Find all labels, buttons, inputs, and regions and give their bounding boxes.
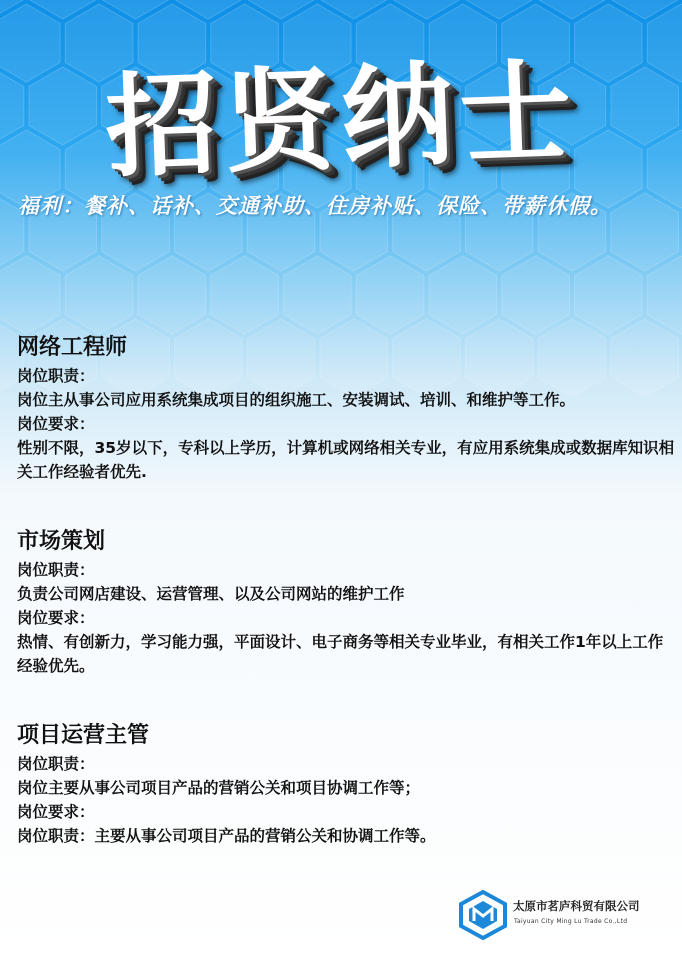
company-name-en: Taiyuan City Ming Lu Trade Co.,Ltd: [514, 918, 628, 925]
job-list: [17, 332, 677, 890]
requirement-label: 岗位要求：: [17, 609, 95, 627]
requirement-label: 岗位要求：: [17, 803, 95, 821]
job-title: 项目运营主管: [17, 723, 150, 748]
requirement-text: 岗位职责：主要从事公司项目产品的营销公关和协调工作等。: [17, 827, 436, 845]
duty-text: 岗位主从事公司应用系统集成项目的组织施工、安装调试、培训、和维护等工作。: [17, 391, 576, 409]
hexagon-tile: [284, 256, 352, 334]
page-title: 招贤纳士: [103, 45, 580, 194]
duty-text: 岗位主要从事公司项目产品的营销公关和项目协调工作等；: [17, 779, 421, 797]
duty-label: 岗位职责：: [17, 367, 95, 385]
hexagon-tile: [611, 67, 679, 145]
company-name: 太原市茗庐科贸有限公司: [513, 899, 640, 913]
welfare-line: 福利：餐补、话补、交通补助、住房补贴、保险、带薪休假。: [18, 193, 612, 218]
hexagon-tile: [138, 256, 206, 334]
hexagon-tile: [575, 4, 643, 82]
job-project-operations-manager: [17, 720, 677, 848]
duty-label: 岗位职责：: [17, 755, 95, 773]
hexagon-tile: [647, 256, 682, 334]
hexagon-tile: [211, 256, 279, 334]
requirement-label: 岗位要求：: [17, 415, 95, 433]
hexagon-tile: [502, 256, 570, 334]
hexagon-tile: [0, 256, 60, 334]
job-network-engineer: [17, 332, 677, 484]
company-logo-block: [457, 886, 677, 941]
hexagon-tile: [29, 67, 97, 145]
job-title: 市场策划: [17, 529, 106, 554]
duty-text: 负责公司网店建设、运营管理、以及公司网站的维护工作: [17, 585, 405, 603]
hexagon-tile: [575, 256, 643, 334]
hexagon-tile: [647, 4, 682, 82]
hexagon-tile: [356, 256, 424, 334]
requirement-text: 性别不限，35岁以下，专科以上学历，计算机或网络相关专业，有应用系统集成或数据库知识相关工作经验者优先.: [17, 439, 675, 481]
duty-label: 岗位职责：: [17, 561, 95, 579]
hexagon-tile: [65, 256, 133, 334]
job-title: 网络工程师: [17, 335, 128, 360]
hexagon-tile: [0, 4, 60, 82]
hexagon-m-logo-icon: [457, 890, 509, 940]
job-marketing-planning: [17, 526, 677, 678]
hexagon-tile: [429, 256, 497, 334]
requirement-text: 热情、有创新力，学习能力强，平面设计、电子商务等相关专业毕业，有相关工作1年以上工作经验优先。: [17, 633, 664, 675]
